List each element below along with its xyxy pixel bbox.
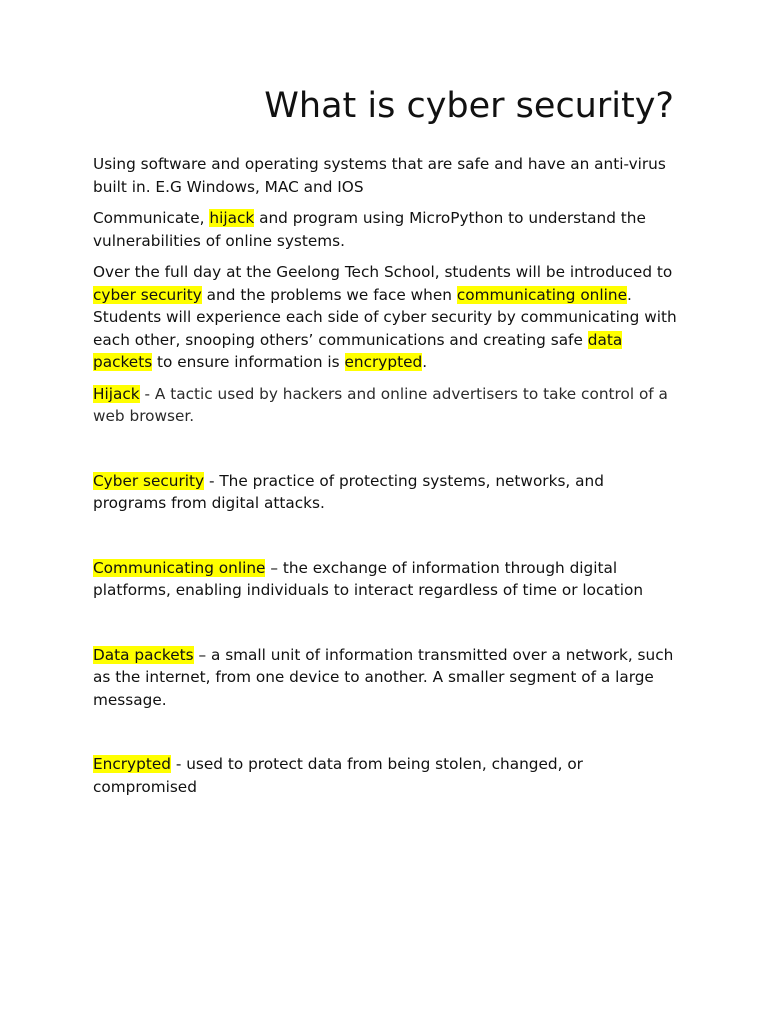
definition-description: - used to protect data from being stolen, changed, or compromised bbox=[93, 755, 583, 796]
highlighted-term: encrypted bbox=[344, 353, 423, 371]
spacer bbox=[93, 711, 678, 753]
spacer bbox=[93, 602, 678, 644]
definition-term: Communicating online bbox=[93, 558, 266, 577]
intro-text: . bbox=[422, 353, 428, 371]
definition-term: Hijack bbox=[93, 384, 140, 403]
highlighted-term: communicating online bbox=[456, 285, 627, 304]
definition-term: Cyber security bbox=[93, 471, 205, 490]
highlighted-term: cyber security bbox=[93, 285, 202, 304]
spacer bbox=[93, 515, 678, 557]
page-title: What is cyber security? bbox=[264, 86, 674, 126]
definition-description: - A tactic used by hackers and online advertisers to take control of a web browser. bbox=[93, 384, 668, 425]
definition-description: - The practice of protecting systems, networks, and programs from digital attacks. bbox=[93, 471, 604, 512]
intro-paragraph-3 bbox=[93, 261, 678, 374]
intro-text: Over the full day at the Geelong Tech School, students will be introduced to bbox=[93, 263, 673, 281]
definition-term: Encrypted bbox=[93, 755, 171, 773]
definition-encrypted bbox=[93, 753, 678, 798]
intro-text: to ensure information is bbox=[152, 353, 345, 371]
document-body bbox=[93, 153, 678, 798]
intro-text: and the problems we face when bbox=[201, 285, 457, 304]
definition-cyber-security bbox=[93, 470, 678, 515]
definition-term: Data packets bbox=[93, 645, 194, 664]
spacer bbox=[93, 428, 678, 470]
definition-communicating-online bbox=[93, 557, 678, 602]
intro-text: and program using MicroPython to understand the vulnerabilities of online systems. bbox=[93, 209, 646, 250]
intro-paragraph-2 bbox=[93, 207, 678, 252]
definition-hijack bbox=[93, 383, 678, 428]
highlighted-term: data packets bbox=[93, 330, 623, 371]
definition-description: – the exchange of information through digital platforms, enabling individuals to interact regardless of time or location bbox=[93, 558, 644, 599]
intro-text: . Students will experience each side of cyber security by communicating with each other, snooping others’ communications and creating safe bbox=[93, 285, 677, 349]
highlighted-term: hijack bbox=[209, 209, 255, 227]
definition-description: – a small unit of information transmitted over a network, such as the internet, from one device to another. A smaller segment of a large message. bbox=[93, 645, 674, 709]
definition-data-packets bbox=[93, 644, 678, 712]
intro-text: Communicate, bbox=[93, 209, 210, 227]
intro-paragraph-1: Using software and operating systems that are safe and have an anti-virus built in. E.G Windows, MAC and IOS bbox=[93, 155, 666, 196]
